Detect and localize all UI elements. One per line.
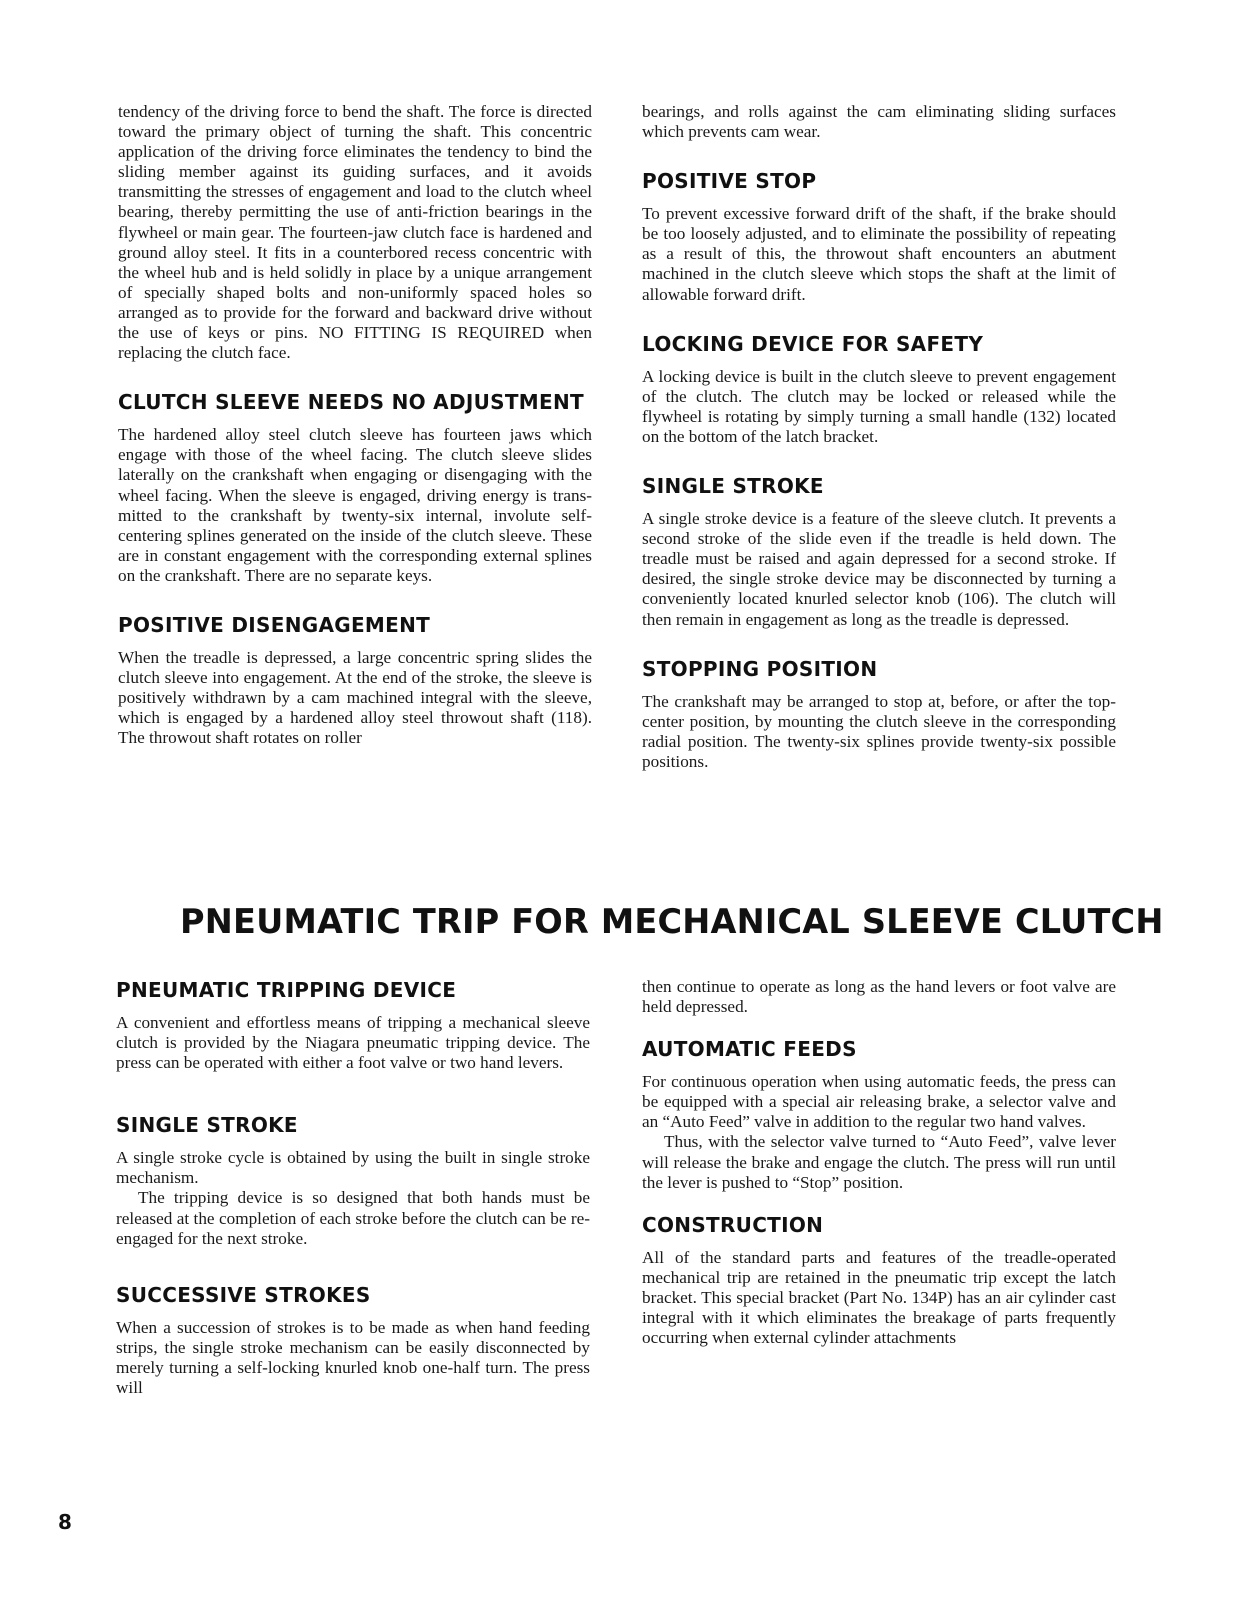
stopping-position-heading: STOPPING POSITION [642,656,878,681]
clutch-sleeve-heading: CLUTCH SLEEVE NEEDS NO ADJUSTMENT [118,390,584,415]
tripping-device-body: A convenient and effortless means of tripping a mechanical sleeve clutch is provided by the Niagara pneumatic tripping device. The press can be operated with either a foot valve or two hand levers. [116,1013,590,1073]
positive-stop-body: To prevent excessive forward drift of the shaft, if the brake should be too loosely adjusted, and to eliminate the possibility of repeating as a result of this, the throwout shaft encounters an abutment machined in the clutch sleeve which stops the shaft at the limit of allowable forward drift. [642,204,1116,304]
positive-disengagement-body: When the treadle is depressed, a large concentric spring slides the clutch sleeve into engagement. At the end of the stroke, the sleeve is positively withdrawn by a cam machined integral with the sleeve, which is engaged by a hardened alloy steel throwout shaft (118). The throwout shaft rotates on roller [118,647,592,748]
single-stroke-bottom-body-2: The tripping device is so designed that both hands must be released at the completion of each stroke before the clutch can be re-engaged for the next stroke. [116,1188,590,1248]
intro-paragraph: tendency of the driving force to bend the shaft. The force is directed toward the primary object of turning the shaft. This concentric application of the driving force eliminates the tendency to bind the sliding member against its guiding surfaces, and it avoids transmitting the stresses of engagement and load to the clutch wheel bearing, thereby permitting the use of anti-friction bearings in the flywheel or main gear. The fourteen-jaw clutch face is hardened and ground alloy steel. It fits in a counterbored recess concentric with the wheel hub and is held solidly in place by a unique arrangement of specially shaped bolts and non-uniformly spaced holes so arranged as to provide for the forward and backward drive without the use of keys or pins. NO FITTING IS REQUIRED when replacing the clutch face. [118,102,592,363]
construction-body: All of the standard parts and features of the treadle-operated mechanical trip are retained in the pneumatic trip except the latch bracket. This special bracket (Part No. 134P) has an air cylinder cast integral with it which eliminates the breakage of parts frequently occurring when external cylinder attachments [642,1247,1116,1348]
automatic-feeds-body-1: For continuous operation when using automatic feeds, the press can be equipped with a special air releasing brake, a selector valve and an “Auto Feed” valve in addition to the regular two hand valves. [642,1072,1116,1132]
single-stroke-bottom-heading: SINGLE STROKE [116,1113,298,1138]
locking-device-heading: LOCKING DEVICE FOR SAFETY [642,331,984,356]
bottom-left-column [116,978,590,1398]
locking-device-body: A locking device is built in the clutch sleeve to prevent engagement of the clutch. The clutch may be locked or released while the flywheel is rotating by simply turning a small handle (132) located on the bottom of the latch bracket. [642,366,1116,446]
successive-strokes-body: When a succession of strokes is to be made as when hand feeding strips, the single stroke mechanism can be easily disconnected by merely turning a self-locking knurled knob one-half turn. The press will [116,1317,590,1398]
section-title: PNEUMATIC TRIP FOR MECHANICAL SLEEVE CLUTCH [180,902,1164,941]
tripping-device-heading: PNEUMATIC TRIPPING DEVICE [116,978,457,1002]
positive-stop-heading: POSITIVE STOP [642,169,817,194]
continuation-paragraph: bearings, and rolls against the cam eliminating sliding surfaces which prevents cam wear. [642,102,1116,142]
single-stroke-bottom-body-1: A single stroke cycle is obtained by using the built in single stroke mechanism. [116,1148,590,1188]
single-stroke-heading: SINGLE STROKE [642,474,824,499]
stopping-position-body: The crankshaft may be arranged to stop at, before, or after the top-center position, by mounting the clutch sleeve in the corresponding radial position. The twenty-six splines provide twenty-six possible positions. [642,691,1116,771]
page-number: 8 [58,1510,72,1534]
bottom-right-column [642,977,1116,1348]
clutch-sleeve-body: The hardened alloy steel clutch sleeve has fourteen jaws which engage with those of the wheel facing. The clutch sleeve slides laterally on the crankshaft when engaging or disengaging with the wheel facing. When the sleeve is engaged, driving energy is transmitted to the crankshaft by twenty-six internal, involute self-centering splines generated on the inside of the clutch sleeve. These are in constant engagement with the corresponding external splines on the crankshaft. There are no separate keys. [118,425,592,585]
top-left-column [118,102,592,748]
construction-heading: CONSTRUCTION [642,1212,824,1237]
automatic-feeds-body-2: Thus, with the selector valve turned to “Auto Feed”, valve lever will release the brake and engage the clutch. The press will run until the lever is pushed to “Stop” position. [642,1132,1116,1192]
positive-disengagement-heading: POSITIVE DISENGAGEMENT [118,612,431,637]
single-stroke-body: A single stroke device is a feature of the sleeve clutch. It prevents a second stroke of the slide even if the treadle is held down. The treadle must be raised and again depressed for a second stroke. If desired, the single stroke device may be disconnected by turning a conveniently located knurled selector knob (106). The clutch will then remain in engagement as long as the treadle is depressed. [642,509,1116,629]
top-right-column [642,102,1116,772]
bottom-continuation-paragraph: then continue to operate as long as the hand levers or foot valve are held depressed. [642,977,1116,1017]
automatic-feeds-heading: AUTOMATIC FEEDS [642,1037,857,1062]
successive-strokes-heading: SUCCESSIVE STROKES [116,1282,371,1307]
